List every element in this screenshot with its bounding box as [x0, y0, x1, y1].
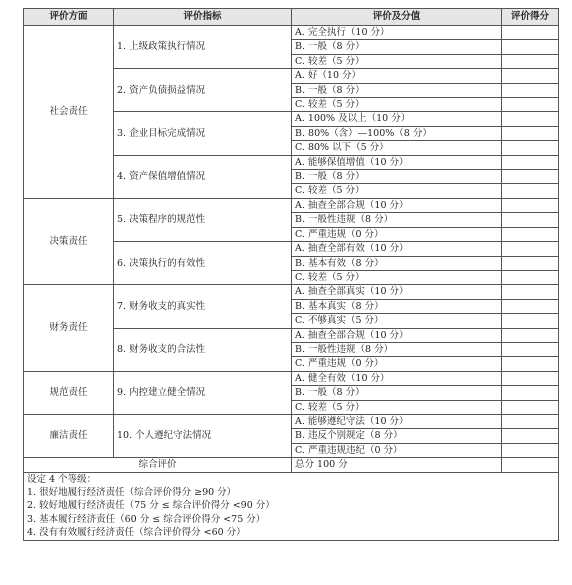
option-cell: A. 100% 及以上（10 分）: [292, 112, 502, 126]
option-cell: B. 一般（8 分）: [292, 40, 502, 54]
option-cell: B. 一般（8 分）: [292, 83, 502, 97]
score-cell[interactable]: [502, 155, 559, 169]
indicator-cell: 9. 内控建立健全情况: [114, 371, 292, 414]
score-cell[interactable]: [502, 371, 559, 385]
score-cell[interactable]: [502, 141, 559, 155]
aspect-cell: 社会责任: [24, 26, 114, 199]
score-cell[interactable]: [502, 357, 559, 371]
indicator-cell: 8. 财务收支的合法性: [114, 328, 292, 371]
option-cell: C. 严重违规（0 分）: [292, 357, 502, 371]
indicator-cell: 2. 资产负债损益情况: [114, 69, 292, 112]
score-cell[interactable]: [502, 386, 559, 400]
indicator-cell: 5. 决策程序的规范性: [114, 198, 292, 241]
evaluation-table: [23, 8, 559, 541]
header-row: [24, 9, 559, 26]
option-cell: A. 抽查全部合规（10 分）: [292, 328, 502, 342]
indicator-cell: 1. 上级政策执行情况: [114, 26, 292, 69]
score-cell[interactable]: [502, 414, 559, 428]
table-row: [24, 371, 559, 385]
score-cell[interactable]: [502, 270, 559, 284]
score-cell[interactable]: [502, 314, 559, 328]
note-line: 4. 没有有效履行经济责任（综合评价得分 <60 分）: [27, 527, 246, 539]
header-indicator: 评价指标: [114, 9, 292, 26]
score-cell[interactable]: [502, 26, 559, 40]
score-cell[interactable]: [502, 400, 559, 414]
indicator-cell: 4. 资产保值增值情况: [114, 155, 292, 198]
score-cell[interactable]: [502, 429, 559, 443]
option-cell: C. 较差（5 分）: [292, 98, 502, 112]
score-cell[interactable]: [502, 40, 559, 54]
indicator-cell: 7. 财务收支的真实性: [114, 285, 292, 328]
option-cell: B. 一般（8 分）: [292, 170, 502, 184]
option-cell: A. 能够遵纪守法（10 分）: [292, 414, 502, 428]
score-cell[interactable]: [502, 54, 559, 68]
header-options: 评价及分值: [292, 9, 502, 26]
option-cell: C. 较差（5 分）: [292, 54, 502, 68]
summary-total: 总分 100 分: [292, 458, 502, 472]
note-line: 2. 较好地履行经济责任（75 分 ≤ 综合评价得分 <90 分）: [27, 500, 275, 512]
aspect-cell: 决策责任: [24, 198, 114, 284]
score-cell[interactable]: [502, 299, 559, 313]
score-cell[interactable]: [502, 126, 559, 140]
score-cell[interactable]: [502, 184, 559, 198]
summary-score-cell[interactable]: [502, 458, 559, 472]
score-cell[interactable]: [502, 256, 559, 270]
option-cell: B. 基本有效（8 分）: [292, 256, 502, 270]
summary-label: 综合评价: [24, 458, 292, 472]
option-cell: B. 一般性违规（8 分）: [292, 213, 502, 227]
header-score: 评价得分: [502, 9, 559, 26]
score-cell[interactable]: [502, 112, 559, 126]
score-cell[interactable]: [502, 213, 559, 227]
score-cell[interactable]: [502, 242, 559, 256]
option-cell: C. 严重违规违纪（0 分）: [292, 443, 502, 457]
option-cell: B. 基本真实（8 分）: [292, 299, 502, 313]
table-row: [24, 198, 559, 212]
table-body: [24, 26, 559, 541]
option-cell: C. 严重违规（0 分）: [292, 227, 502, 241]
option-cell: A. 完全执行（10 分）: [292, 26, 502, 40]
option-cell: A. 抽查全部有效（10 分）: [292, 242, 502, 256]
option-cell: A. 健全有效（10 分）: [292, 371, 502, 385]
note-line: 3. 基本履行经济责任（60 分 ≤ 综合评价得分 <75 分）: [27, 513, 266, 525]
aspect-cell: 财务责任: [24, 285, 114, 371]
table-row: [24, 285, 559, 299]
option-cell: A. 抽查全部合规（10 分）: [292, 198, 502, 212]
note-line: 设定 4 个等级：: [27, 473, 97, 485]
option-cell: A. 能够保值增值（10 分）: [292, 155, 502, 169]
score-cell[interactable]: [502, 342, 559, 356]
option-cell: B. 80%（含）—100%（8 分）: [292, 126, 502, 140]
option-cell: C. 80% 以下（5 分）: [292, 141, 502, 155]
indicator-cell: 6. 决策执行的有效性: [114, 242, 292, 285]
aspect-cell: 规范责任: [24, 371, 114, 414]
summary-row: [24, 458, 559, 472]
option-cell: C. 较差（5 分）: [292, 270, 502, 284]
indicator-cell: 3. 企业目标完成情况: [114, 112, 292, 155]
table-row: [24, 26, 559, 40]
score-cell[interactable]: [502, 198, 559, 212]
option-cell: A. 抽查全部真实（10 分）: [292, 285, 502, 299]
option-cell: A. 好（10 分）: [292, 69, 502, 83]
score-cell[interactable]: [502, 170, 559, 184]
score-cell[interactable]: [502, 69, 559, 83]
score-cell[interactable]: [502, 285, 559, 299]
option-cell: C. 较差（5 分）: [292, 400, 502, 414]
note-line: 1. 很好地履行经济责任（综合评价得分 ≥90 分）: [27, 487, 237, 498]
score-cell[interactable]: [502, 227, 559, 241]
option-cell: B. 一般性违规（8 分）: [292, 342, 502, 356]
option-cell: B. 违反个别规定（8 分）: [292, 429, 502, 443]
table-row: [24, 414, 559, 428]
aspect-cell: 廉洁责任: [24, 414, 114, 457]
option-cell: C. 较差（5 分）: [292, 184, 502, 198]
indicator-cell: 10. 个人遵纪守法情况: [114, 414, 292, 457]
option-cell: B. 一般（8 分）: [292, 386, 502, 400]
score-cell[interactable]: [502, 328, 559, 342]
grading-notes: [24, 472, 559, 540]
score-cell[interactable]: [502, 443, 559, 457]
score-cell[interactable]: [502, 83, 559, 97]
header-aspect: 评价方面: [24, 9, 114, 26]
evaluation-table-container: [23, 8, 558, 541]
option-cell: C. 不够真实（5 分）: [292, 314, 502, 328]
score-cell[interactable]: [502, 98, 559, 112]
notes-row: [24, 472, 559, 540]
